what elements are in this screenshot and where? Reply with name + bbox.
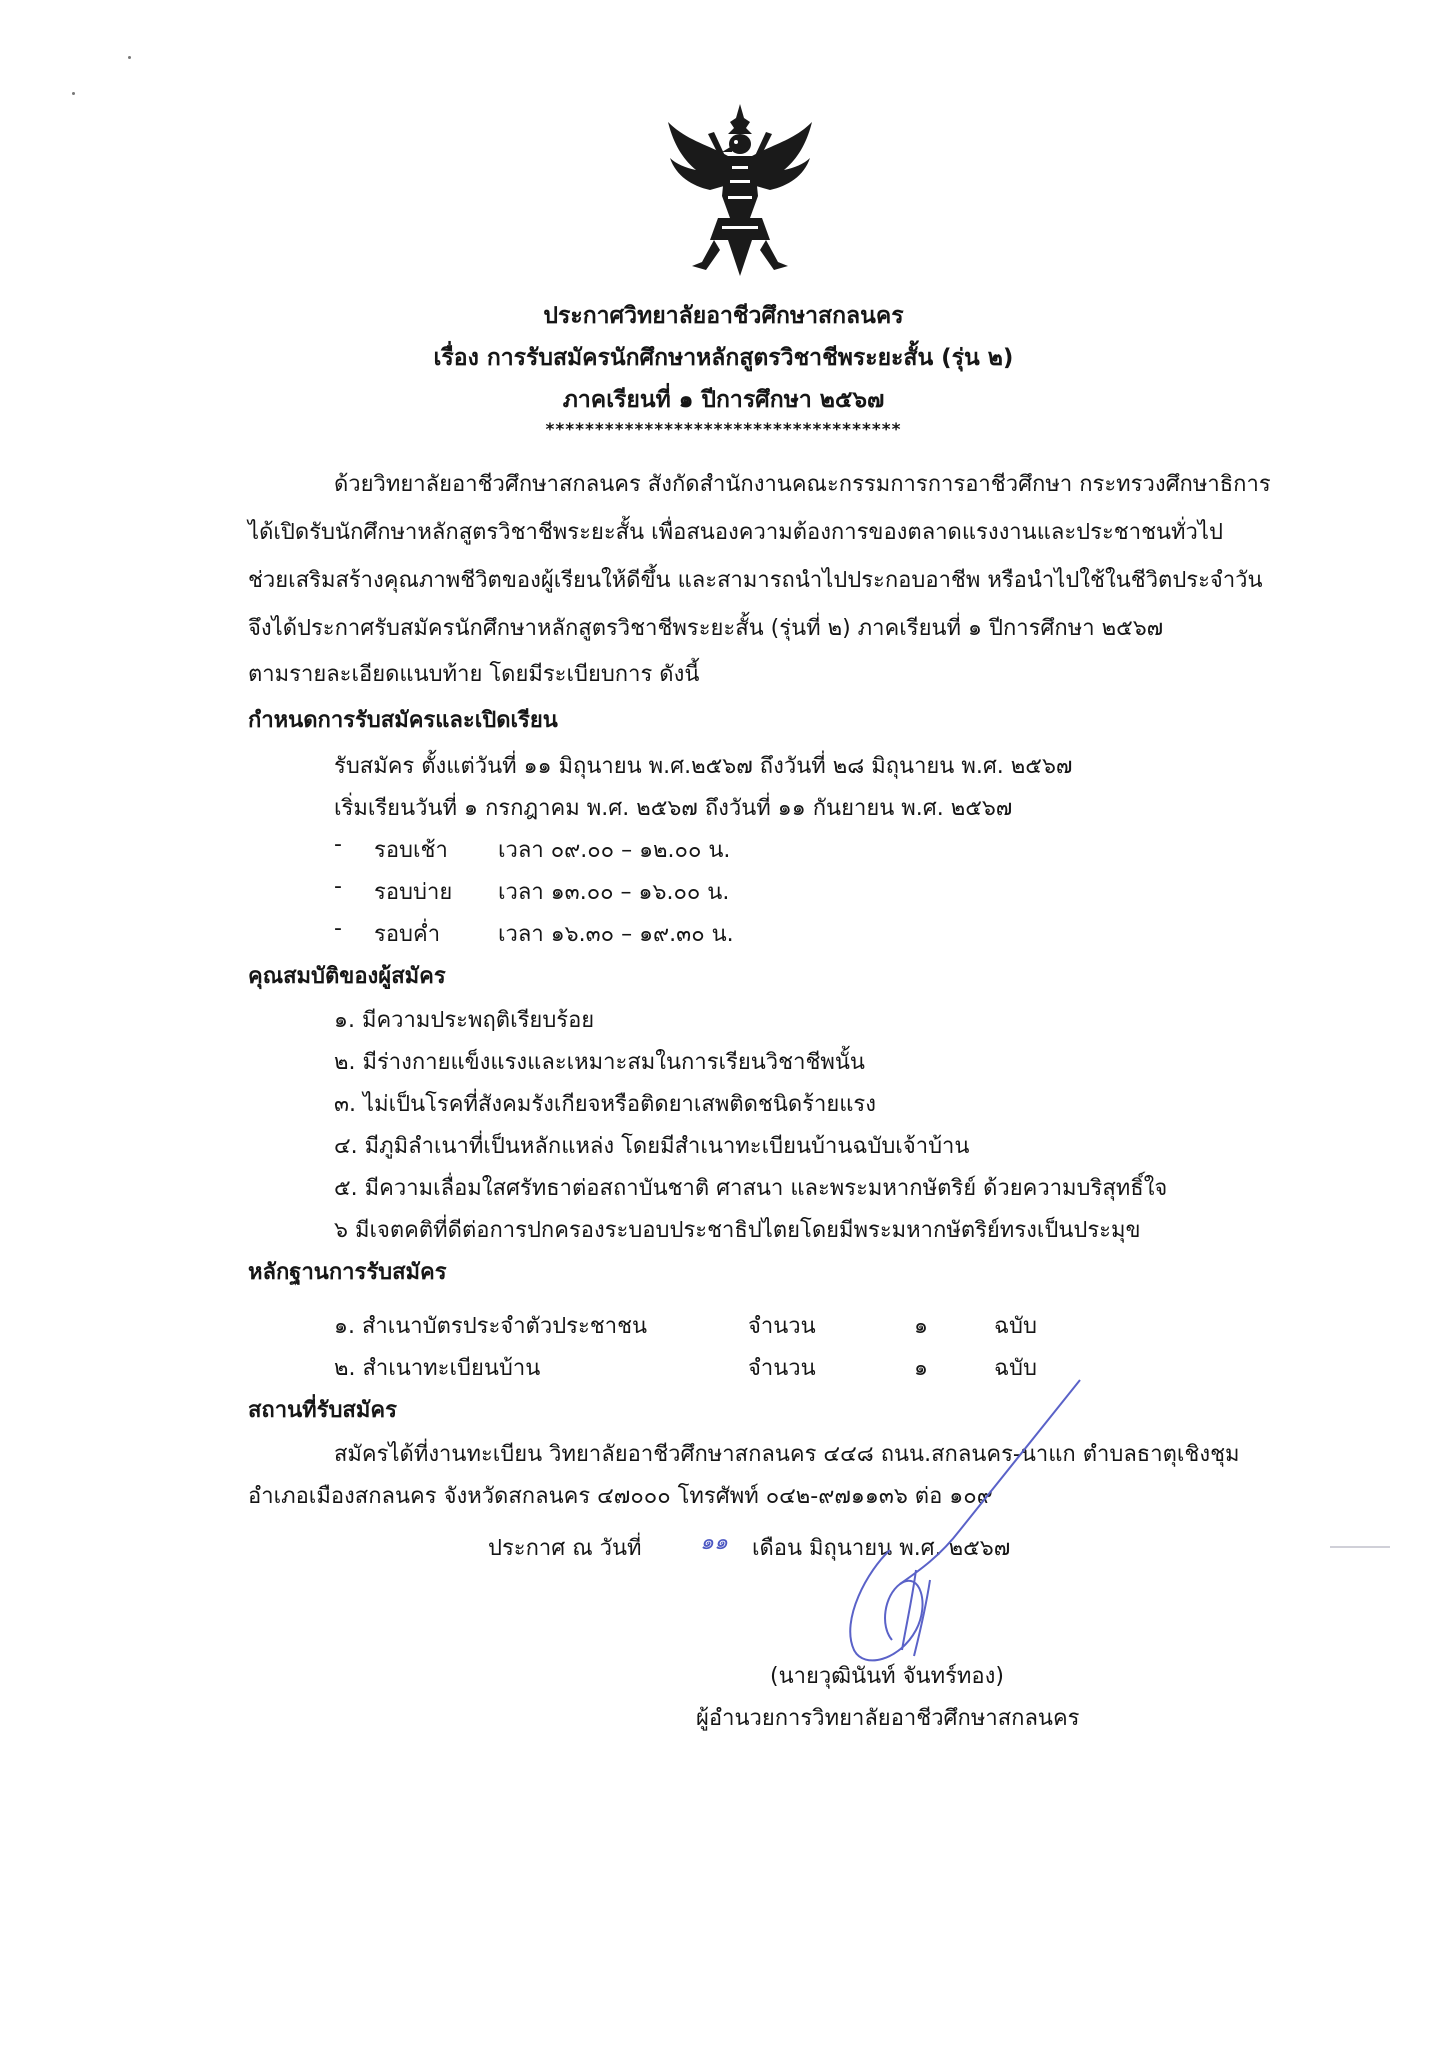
qualification-item: ๒. มีร่างกายแข็งแรงและเหมาะสมในการเรียนวิชาชีพนั้น [334, 1050, 865, 1075]
round-dash: - [334, 832, 342, 857]
round-name: รอบค่ำ [374, 922, 441, 947]
location-heading: สถานที่รับสมัคร [248, 1398, 397, 1423]
garuda-emblem-icon [662, 100, 818, 280]
round-name: รอบเช้า [374, 838, 448, 863]
study-period: เริ่มเรียนวันที่ ๑ กรกฎาคม พ.ศ. ๒๕๖๗ ถึงวันที่ ๑๑ กันยายน พ.ศ. ๒๕๖๗ [334, 796, 1013, 821]
qualification-item: ๖ มีเจตคติที่ดีต่อการปกครองระบอบประชาธิปไตยโดยมีพระมหากษัตริย์ทรงเป็นประมุข [334, 1218, 1141, 1243]
semester-line: ภาคเรียนที่ ๑ ปีการศึกษา ๒๕๖๗ [562, 387, 885, 413]
qualification-item: ๑. มีความประพฤติเรียบร้อย [334, 1008, 595, 1033]
intro-line: ได้เปิดรับนักศึกษาหลักสูตรวิชาชีพระยะสั้น เพื่อสนองความต้องการของตลาดแรงงานและประชาชนทั่วไป [248, 520, 1223, 545]
intro-line: จึงได้ประกาศรับสมัครนักศึกษาหลักสูตรวิชาชีพระยะสั้น (รุ่นที่ ๒) ภาคเรียนที่ ๑ ปีการศึกษา ๒๕๖๗ [248, 616, 1164, 641]
document-name: ๒. สำเนาทะเบียนบ้าน [334, 1356, 541, 1381]
announcement-suffix: เดือน มิถุนายน พ.ศ. ๒๕๖๗ [752, 1536, 1011, 1561]
document-unit: ฉบับ [994, 1356, 1037, 1381]
schedule-heading: กำหนดการรับสมัครและเปิดเรียน [248, 708, 558, 733]
handwritten-day: ๑๑ [700, 1530, 728, 1555]
signatory-name: (นายวุฒินันท์ จันทร์ทอง) [770, 1664, 1004, 1689]
round-name: รอบบ่าย [374, 880, 453, 905]
document-qty: ๑ [914, 1314, 928, 1339]
round-dash: - [334, 874, 342, 899]
announcement-subject: เรื่อง การรับสมัครนักศึกษาหลักสูตรวิชาชีพระยะสั้น (รุ่น ๒) [433, 345, 1014, 371]
round-time: เวลา ๑๓.๐๐ – ๑๖.๐๐ น. [498, 880, 730, 905]
intro-line: ช่วยเสริมสร้างคุณภาพชีวิตของผู้เรียนให้ดีขึ้น และสามารถนำไปประกอบอาชีพ หรือนำไปใช้ในชีวิตประจำวัน [248, 568, 1263, 593]
document-unit: ฉบับ [994, 1314, 1037, 1339]
announcement-title: ประกาศวิทยาลัยอาชีวศึกษาสกลนคร [543, 303, 904, 329]
handwritten-signature [780, 1370, 1120, 1670]
intro-line: ด้วยวิทยาลัยอาชีวศึกษาสกลนคร สังกัดสำนักงานคณะกรรมการการอาชีวศึกษา กระทรวงศึกษาธิการ [334, 472, 1271, 497]
documents-heading: หลักฐานการรับสมัคร [248, 1260, 447, 1285]
qualifications-heading: คุณสมบัติของผู้สมัคร [248, 964, 446, 989]
qualification-item: ๔. มีภูมิลำเนาที่เป็นหลักแหล่ง โดยมีสำเนาทะเบียนบ้านฉบับเจ้าบ้าน [334, 1134, 970, 1159]
round-time: เวลา ๐๙.๐๐ – ๑๒.๐๐ น. [498, 838, 731, 863]
apply-period: รับสมัคร ตั้งแต่วันที่ ๑๑ มิถุนายน พ.ศ.๒๕๖๗ ถึงวันที่ ๒๘ มิถุนายน พ.ศ. ๒๕๖๗ [334, 754, 1073, 779]
scan-speck [72, 92, 75, 95]
round-time: เวลา ๑๖.๓๐ – ๑๙.๓๐ น. [498, 922, 734, 947]
announcement-prefix: ประกาศ ณ วันที่ [488, 1536, 642, 1561]
scan-speck [128, 56, 131, 59]
asterisk-divider: ************************************ [545, 420, 902, 440]
qualification-item: ๓. ไม่เป็นโรคที่สังคมรังเกียจหรือติดยาเสพติดชนิดร้ายแรง [334, 1092, 876, 1117]
location-line: สมัครได้ที่งานทะเบียน วิทยาลัยอาชีวศึกษาสกลนคร ๔๔๘ ถนน.สกลนคร-นาแก ตำบลธาตุเชิงชุม [334, 1442, 1240, 1467]
scan-edge-mark [1330, 1546, 1390, 1548]
qualification-item: ๕. มีความเลื่อมใสศรัทธาต่อสถาบันชาติ ศาสนา และพระมหากษัตริย์ ด้วยความบริสุทธิ์ใจ [334, 1176, 1168, 1201]
round-dash: - [334, 916, 342, 941]
intro-line: ตามรายละเอียดแนบท้าย โดยมีระเบียบการ ดังนี้ [248, 662, 700, 687]
document-name: ๑. สำเนาบัตรประจำตัวประชาชน [334, 1314, 648, 1339]
signatory-position: ผู้อำนวยการวิทยาลัยอาชีวศึกษาสกลนคร [696, 1706, 1080, 1731]
document-qty-label: จำนวน [748, 1314, 816, 1339]
document-qty: ๑ [914, 1356, 928, 1381]
document-qty-label: จำนวน [748, 1356, 816, 1381]
location-line: อำเภอเมืองสกลนคร จังหวัดสกลนคร ๔๗๐๐๐ โทรศัพท์ ๐๔๒-๙๗๑๑๓๖ ต่อ ๑๐๙ [248, 1484, 993, 1509]
